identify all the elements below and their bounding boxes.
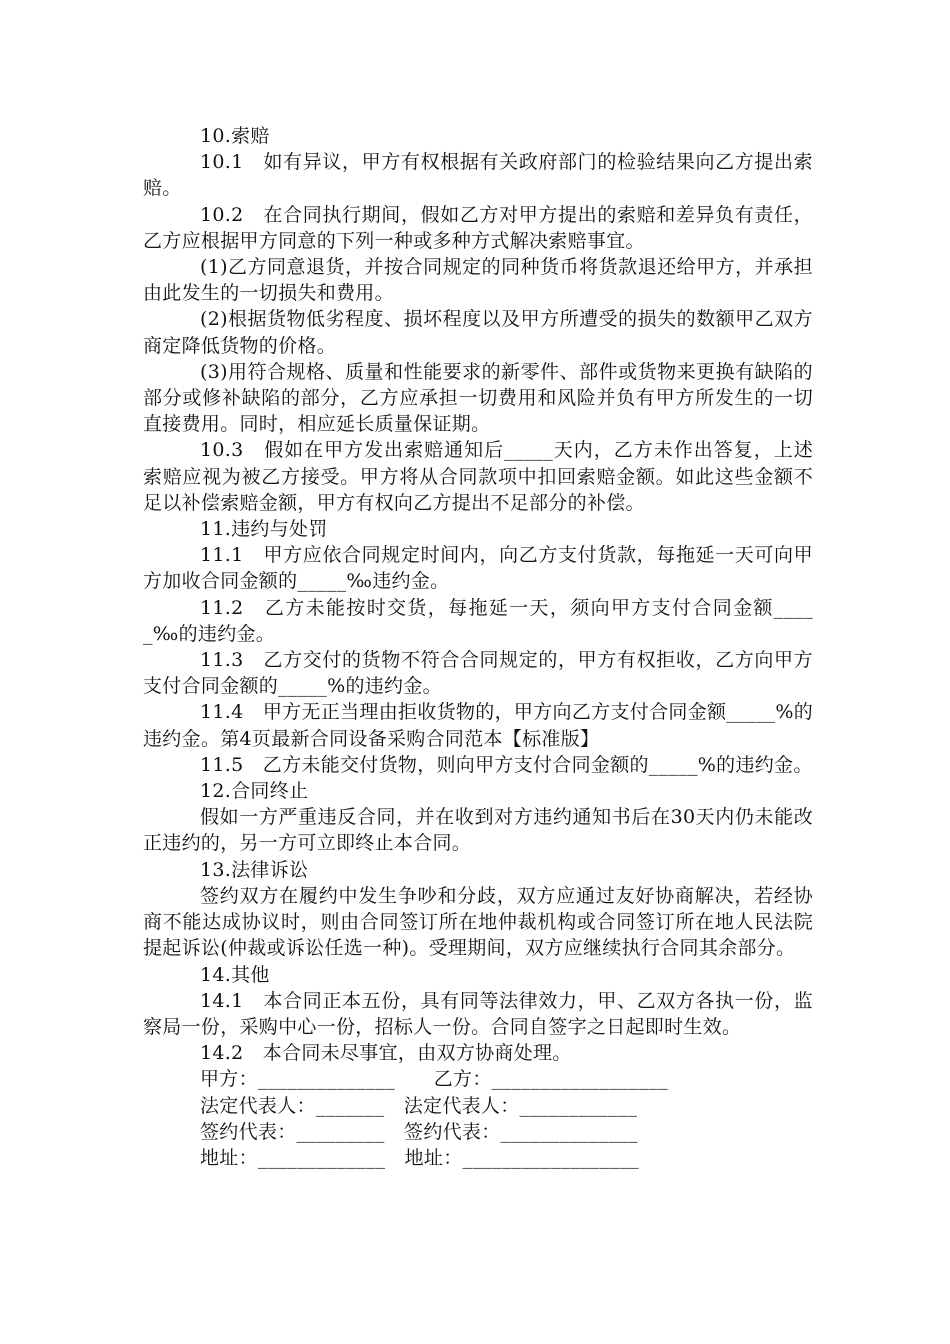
- signature-row-party: [143, 1066, 813, 1092]
- clause-11-3: 11.3 乙方交付的货物不符合合同规定的，甲方有权拒收，乙方向甲方支付合同金额的_____%的违约金。: [143, 649, 813, 698]
- section-heading-termination: 12.合同终止: [200, 780, 309, 803]
- clause-14-1: 14.1 本合同正本五份，具有同等法律效力，甲、乙双方各执一份，监察局一份，采购中心一份，招标人一份。合同自签字之日起即时生效。: [143, 989, 813, 1038]
- clause-10-1: 10.1 如有异议，甲方有权根据有关政府部门的检验结果向乙方提出索赔。: [143, 151, 813, 200]
- contract-body: [143, 123, 813, 1171]
- party-a-legal-rep-field: 法定代表人：_______: [200, 1094, 385, 1117]
- signature-row-address: [143, 1145, 813, 1171]
- clause-14-2: 14.2 本合同未尽事宜，由双方协商处理。: [200, 1042, 572, 1065]
- clause-11-2: 11.2 乙方未能按时交货，每拖延一天，须向甲方支付合同金额_____‰的违约金。: [143, 596, 813, 645]
- signature-row-signing-rep: [143, 1119, 813, 1145]
- clause-10-2-option-3: (3)用符合规格、质量和性能要求的新零件、部件或货物来更换有缺陷的部分或修补缺陷的部分，乙方应承担一切费用和风险并负有甲方所发生的一切直接费用。同时，相应延长质量保证期。: [143, 360, 813, 436]
- clause-13-text: 签约双方在履约中发生争吵和分歧，双方应通过友好协商解决，若经协商不能达成协议时，则由合同签订所在地仲裁机构或合同签订所在地人民法院提起诉讼(仲裁或诉讼任选一种)。受理期间，双方应继续执行合同其余部分。: [143, 884, 813, 960]
- party-a-address-field: 地址：_____________: [200, 1146, 386, 1169]
- section-heading-litigation: 13.法律诉讼: [200, 858, 309, 881]
- signature-block: [143, 1066, 813, 1171]
- clause-11-4: 11.4 甲方无正当理由拒收货物的，甲方向乙方支付合同金额_____%的违约金。第4页最新合同设备采购合同范本【标准版】: [143, 701, 813, 750]
- clause-10-2: 10.2 在合同执行期间，假如乙方对甲方提出的索赔和差异负有责任，乙方应根据甲方同意的下列一种或多种方式解决索赔事宜。: [143, 203, 813, 252]
- party-b-address-field: 地址：__________________: [404, 1146, 639, 1169]
- clause-10-2-option-1: (1)乙方同意退货，并按合同规定的同种货币将货款退还给甲方，并承担由此发生的一切损失和费用。: [143, 256, 813, 305]
- section-heading-other: 14.其他: [200, 963, 270, 986]
- signature-row-legal-rep: [143, 1093, 813, 1119]
- party-a-field: 甲方：______________: [200, 1068, 396, 1091]
- party-a-signing-rep-field: 签约代表：_________: [200, 1120, 385, 1143]
- section-heading-claims: 10.索赔: [200, 125, 270, 147]
- section-heading-breach: 11.违约与处罚: [200, 518, 328, 541]
- clause-10-3: 10.3 假如在甲方发出索赔通知后_____天内，乙方未作出答复，上述索赔应视为被乙方接受。甲方将从合同款项中扣回索赔金额。如此这些金额不足以补偿索赔金额，甲方有权向乙方提出不足部分的补偿。: [143, 439, 813, 514]
- clause-10-2-option-2: (2)根据货物低劣程度、损坏程度以及甲方所遭受的损失的数额甲乙双方商定降低货物的价格。: [143, 308, 813, 357]
- party-b-field: 乙方：__________________: [433, 1068, 669, 1091]
- clause-11-1: 11.1 甲方应依合同规定时间内，向乙方支付货款，每拖延一天可向甲方加收合同金额的_____‰违约金。: [143, 544, 813, 593]
- clause-12-text: 假如一方严重违反合同，并在收到对方违约通知书后在30天内仍未能改正违约的，另一方可立即终止本合同。: [143, 806, 813, 855]
- clause-11-5: 11.5 乙方未能交付货物，则向甲方支付合同金额的_____%的违约金。: [200, 753, 813, 776]
- party-b-signing-rep-field: 签约代表：______________: [404, 1120, 638, 1143]
- party-b-legal-rep-field: 法定代表人：____________: [403, 1094, 638, 1117]
